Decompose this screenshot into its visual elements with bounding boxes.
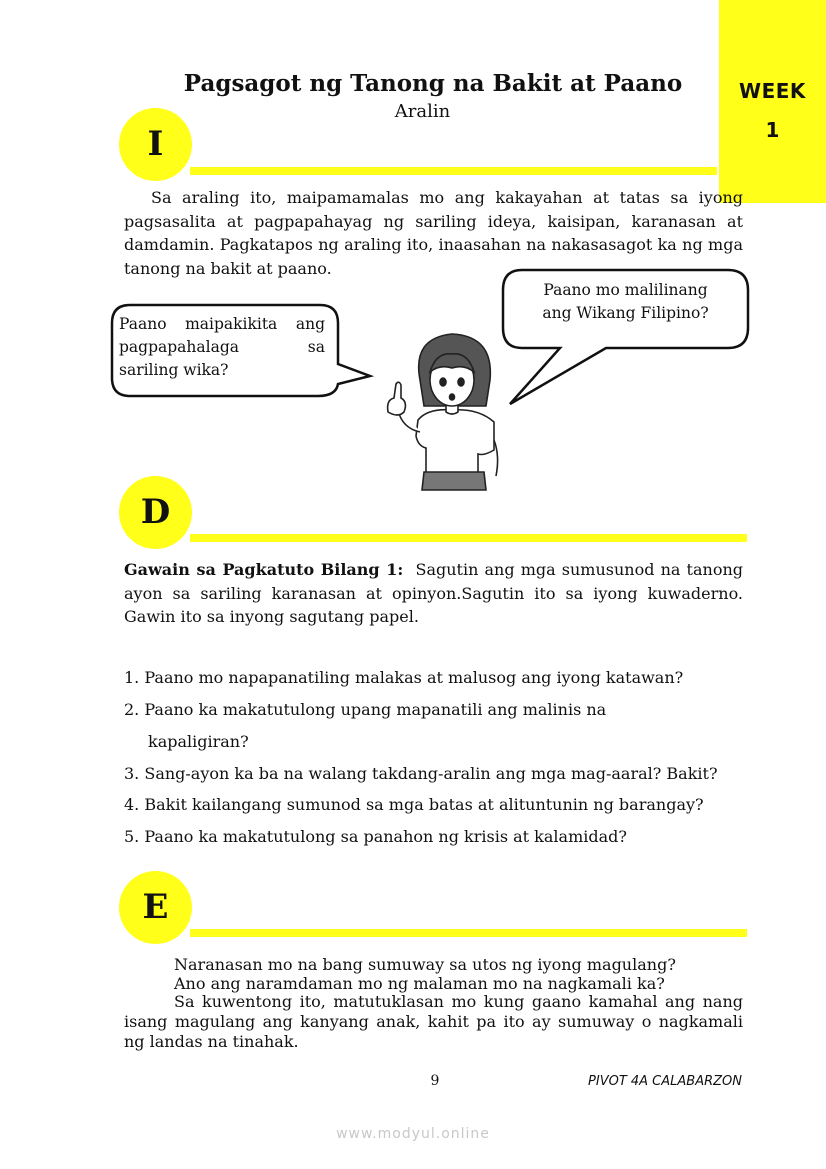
question-1: 1. Paano mo napapanatiling malakas at malusog ang iyong katawan?: [124, 668, 684, 687]
girl-illustration: [388, 334, 498, 490]
week-tab: [719, 0, 826, 203]
section-e-badge: E: [119, 871, 192, 944]
question-3: 3. Sang-ayon ka ba na walang takdang-aralin ang mga mag-aaral? Bakit?: [124, 764, 718, 783]
section-i-divider: [190, 167, 717, 175]
speech-bubble-right-text-line1: Paano mo malilinang: [543, 281, 708, 299]
section-e-line1: Naranasan mo na bang sumuway sa utos ng iyong magulang?: [174, 955, 676, 974]
section-d-badge: D: [119, 476, 192, 549]
publisher-label: PIVOT 4A CALABARZON: [588, 1074, 742, 1089]
week-label: WEEK: [739, 79, 806, 103]
page-title: Pagsagot ng Tanong na Bakit at Paano: [183, 70, 683, 97]
page-number: 9: [430, 1073, 440, 1089]
question-2-continued: kapaligiran?: [148, 732, 249, 751]
question-2: 2. Paano ka makatutulong upang mapanatili ang malinis na: [124, 700, 607, 719]
section-e-divider: [190, 929, 747, 937]
speech-bubble-left-text: Paano maipakikita ang pagpapahalaga sa sariling wika?: [119, 315, 325, 379]
watermark: www.modyul.online: [336, 1126, 490, 1142]
activity-label: Gawain sa Pagkatuto Bilang 1:: [124, 560, 404, 579]
activity-instructions: Sagutin ang mga sumusunod na tanong ayon sa sariling karanasan at opinyon.Sagutin ito sa iyong kuwaderno. Gawin ito sa inyong sagutang papel.: [124, 560, 744, 626]
speech-bubble-right-text-line2: ang Wikang Filipino?: [542, 304, 709, 322]
page-subtitle: Aralin: [394, 101, 451, 122]
section-i-badge: I: [119, 108, 192, 181]
section-i-paragraph: Sa araling ito, maipamamalas mo ang kakayahan at tatas sa iyong pagsasalita at pagpapahayag ng sariling ideya, kaisipan, karanasan at damdamin. Pagkatapos ng araling ito, inaasahan na nakasasagot ka ng mga tanong na bakit at paano.: [124, 188, 743, 278]
week-number: 1: [765, 118, 780, 142]
section-d-divider: [190, 534, 747, 542]
section-e-paragraph: Sa kuwentong ito, matutuklasan mo kung gaano kamahal ang nang isang magulang ang kanyang anak, kahit pa ito ay sumuway o nagkamali ng landas na tinahak.: [124, 992, 743, 1051]
question-5: 5. Paano ka makatutulong sa panahon ng krisis at kalamidad?: [124, 827, 627, 846]
section-e-line2: Ano ang naramdaman mo ng malaman mo na nagkamali ka?: [174, 974, 665, 993]
activity-block: [124, 558, 743, 629]
question-4: 4. Bakit kailangang sumunod sa mga batas at alituntunin ng barangay?: [124, 795, 704, 814]
